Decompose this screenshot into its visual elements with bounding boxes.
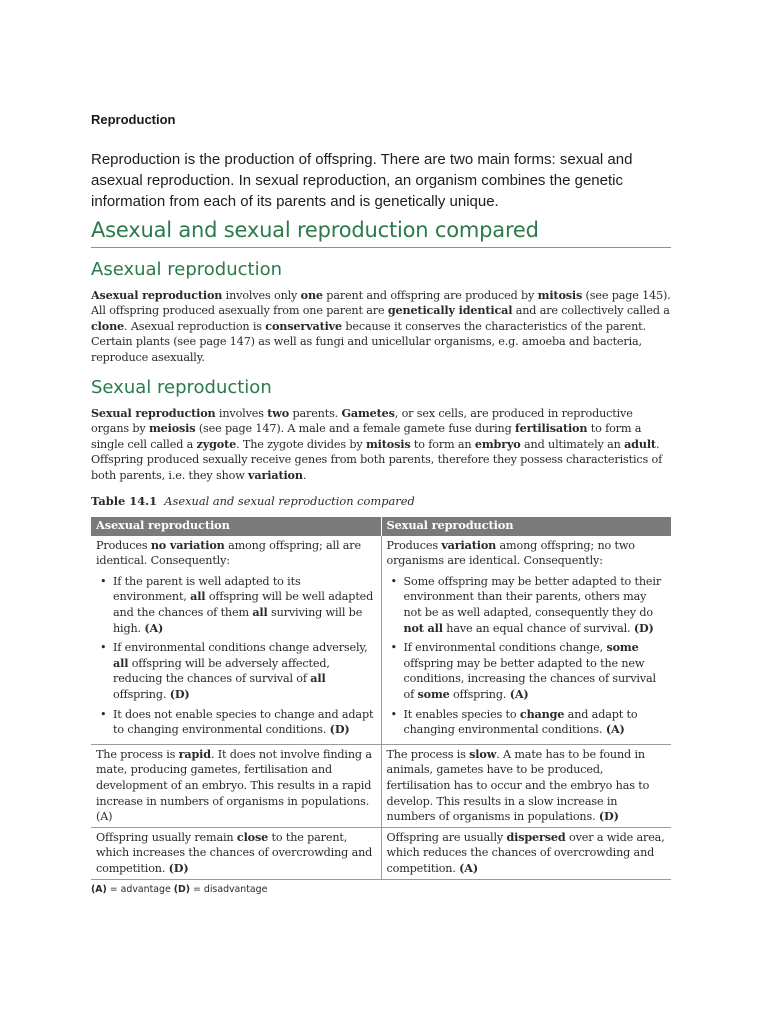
text-run: = advantage bbox=[106, 883, 174, 895]
text-run: = disadvantage bbox=[190, 883, 268, 895]
text-run: . A mate has to be found in animals, gametes have to be produced, fertilisation has to occur and the embryo has to develop. This results in a slow increase in numbers of organisms in populations. bbox=[386, 747, 650, 824]
text-run: dispersed bbox=[506, 829, 566, 844]
text-run: parent and offspring are produced by bbox=[322, 289, 538, 302]
text-run: and are collectively called a bbox=[512, 304, 670, 318]
text-run: rapid bbox=[178, 746, 211, 761]
cell-text bbox=[387, 538, 667, 569]
bullet-item bbox=[387, 574, 667, 636]
cell-text bbox=[96, 538, 376, 569]
comparison-table bbox=[91, 517, 671, 879]
text-run: variation bbox=[248, 467, 303, 482]
text-run: variation bbox=[441, 537, 497, 552]
cell-sexual bbox=[381, 536, 671, 745]
text-run: . Offspring produced sexually receive genes from both parents, therefore they possess characteristics of both parents, i.e. they show bbox=[91, 437, 663, 482]
text-run: The process is bbox=[386, 747, 470, 761]
text-run: adult bbox=[624, 436, 656, 451]
text-run: Offspring usually remain bbox=[96, 830, 237, 844]
text-run: among offspring; all are identical. Consequently: bbox=[96, 538, 361, 568]
text-run: and ultimately an bbox=[520, 437, 625, 451]
text-run: It does not enable species to change and adapt to changing environmental conditions. bbox=[113, 707, 374, 737]
text-run: parents. bbox=[289, 407, 342, 421]
bullet-item bbox=[387, 707, 667, 738]
text-run: It enables species to bbox=[403, 707, 520, 721]
text-run: over a wide area, which reduces the chances of overcrowding and competition. bbox=[386, 830, 665, 875]
text-run: (D) bbox=[329, 722, 350, 737]
cell-asexual bbox=[91, 827, 381, 879]
text-run: (A) bbox=[605, 722, 625, 737]
table-header-row bbox=[91, 517, 671, 536]
text-run: offspring. bbox=[449, 688, 510, 701]
text-run: (see page 145). All offspring produced asexually from one parent are bbox=[91, 289, 671, 318]
text-run: (A) bbox=[509, 687, 529, 701]
text-run: all bbox=[190, 589, 206, 604]
text-run: conservative bbox=[265, 318, 343, 333]
text-run: offspring will be well adapted and the chances of them bbox=[113, 590, 374, 620]
asexual-paragraph bbox=[91, 288, 671, 365]
text-run: (A) bbox=[459, 860, 478, 875]
text-run: meiosis bbox=[148, 421, 196, 436]
text-run: to the parent, which increases the chances of overcrowding and competition. bbox=[96, 830, 373, 875]
text-run: slow bbox=[469, 746, 497, 761]
text-run: surviving will be high. bbox=[113, 606, 363, 635]
text-run: . bbox=[302, 468, 307, 482]
cell-sexual bbox=[381, 827, 671, 879]
text-run: , or sex cells, are produced in reproductive organs by bbox=[91, 407, 633, 436]
text-run: Some offspring may be better adapted to their environment than their parents, others may not be as well adapted, consequently they do bbox=[403, 574, 662, 620]
text-run: mitosis bbox=[365, 436, 411, 451]
text-run: involves bbox=[215, 407, 268, 421]
text-run: genetically identical bbox=[387, 303, 513, 318]
text-run: (D) bbox=[173, 883, 191, 895]
cell-text bbox=[387, 747, 667, 825]
cell-asexual bbox=[91, 536, 381, 745]
text-run: fertilisation bbox=[515, 421, 588, 436]
text-run: (D) bbox=[168, 860, 189, 875]
cell-text bbox=[387, 830, 667, 877]
text-run: (A) bbox=[144, 620, 164, 635]
header-sexual: Sexual reproduction bbox=[381, 517, 671, 536]
text-run: Asexual reproduction bbox=[91, 288, 223, 302]
text-run: The process is bbox=[96, 747, 179, 761]
table-row bbox=[91, 827, 671, 879]
text-run: mitosis bbox=[537, 288, 583, 302]
cell-sexual bbox=[381, 744, 671, 827]
table-caption bbox=[91, 494, 671, 508]
text-run: (D) bbox=[598, 809, 619, 824]
bullet-item bbox=[96, 707, 376, 738]
text-run: . It does not involve finding a mate, producing gametes, fertilisation and development of an embryo. This results in a rapid increase in numbers of organisms in populations. bbox=[96, 747, 372, 808]
text-run: close bbox=[236, 829, 269, 844]
table-caption-text: Asexual and sexual reproduction compared bbox=[164, 494, 415, 509]
text-run: to form an bbox=[410, 437, 475, 451]
text-run: Gametes bbox=[341, 406, 395, 421]
textbook-excerpt bbox=[91, 218, 671, 895]
text-run: (A) bbox=[96, 810, 113, 824]
sexual-heading: Sexual reproduction bbox=[91, 377, 272, 399]
text-run: among offspring; no two organisms are identical. Consequently: bbox=[386, 538, 635, 568]
text-run: clone bbox=[91, 318, 125, 333]
table-row bbox=[91, 536, 671, 745]
excerpt-title: Asexual and sexual reproduction compared bbox=[91, 218, 671, 248]
table-row bbox=[91, 744, 671, 827]
text-run: If environmental conditions change, bbox=[403, 641, 607, 655]
text-run: all bbox=[252, 605, 268, 620]
text-run: Offspring are usually bbox=[386, 830, 507, 844]
asexual-heading: Asexual reproduction bbox=[91, 259, 282, 280]
table-body bbox=[91, 536, 671, 879]
text-run: all bbox=[113, 655, 129, 670]
text-run: offspring will be adversely affected, reducing the chances of survival of bbox=[113, 656, 330, 686]
text-run: zygote bbox=[196, 436, 237, 451]
text-run: some bbox=[606, 640, 639, 655]
text-run: . The zygote divides by bbox=[236, 437, 366, 451]
text-run: (D) bbox=[169, 687, 190, 701]
text-run: offspring. bbox=[113, 688, 170, 701]
text-run: to form a single cell called a bbox=[91, 422, 642, 451]
text-run: one bbox=[300, 288, 323, 302]
text-run: (A) bbox=[91, 883, 107, 895]
text-run: If environmental conditions change adversely, bbox=[113, 641, 368, 655]
bullet-item bbox=[387, 640, 667, 702]
text-run: and adapt to changing environmental conditions. bbox=[403, 707, 638, 737]
text-run: (see page 147). A male and a female gamete fuse during bbox=[195, 422, 515, 436]
text-run: Produces bbox=[386, 538, 442, 552]
cell-text bbox=[96, 830, 376, 877]
table-caption-label: Table 14.1 bbox=[91, 494, 158, 509]
text-run: If the parent is well adapted to its environment, bbox=[113, 574, 301, 604]
text-run: . Asexual reproduction is bbox=[124, 319, 266, 333]
text-run: change bbox=[519, 706, 565, 721]
bullet-item bbox=[96, 574, 376, 636]
header-asexual: Asexual reproduction bbox=[91, 517, 381, 536]
text-run: Produces bbox=[96, 538, 151, 552]
text-run: embryo bbox=[474, 436, 521, 451]
intro-paragraph: Reproduction is the production of offspring. There are two main forms: sexual and asexual reproduction. In sexual reproduction, an organism combines the genetic information from each of its parents and is genetically unique. bbox=[91, 151, 633, 210]
text-run: all bbox=[310, 671, 326, 686]
text-run: Sexual reproduction bbox=[91, 406, 216, 421]
text-run: involves only bbox=[222, 289, 301, 302]
cell-text bbox=[96, 747, 376, 825]
bullet-list bbox=[387, 574, 667, 738]
text-run: not all bbox=[403, 620, 443, 635]
text-run: two bbox=[267, 406, 290, 421]
sexual-paragraph bbox=[91, 406, 671, 483]
text-run: (D) bbox=[633, 620, 654, 635]
text-run: no variation bbox=[150, 537, 225, 552]
text-run: because it conserves the characteristics of the parent. Certain plants (see page 147) as well as fungi and unicellular organisms, e.g. amoeba and bacteria, reproduce asexually. bbox=[91, 319, 646, 364]
text-run: some bbox=[417, 687, 450, 701]
page-heading: Reproduction bbox=[91, 112, 176, 127]
text-run: have an equal chance of survival. bbox=[442, 621, 634, 635]
text-run: offspring may be better adapted to the new conditions, increasing the chances of survival of bbox=[403, 656, 656, 701]
cell-asexual bbox=[91, 744, 381, 827]
bullet-list bbox=[96, 574, 376, 738]
bullet-item bbox=[96, 640, 376, 702]
table-footnote bbox=[91, 884, 671, 895]
